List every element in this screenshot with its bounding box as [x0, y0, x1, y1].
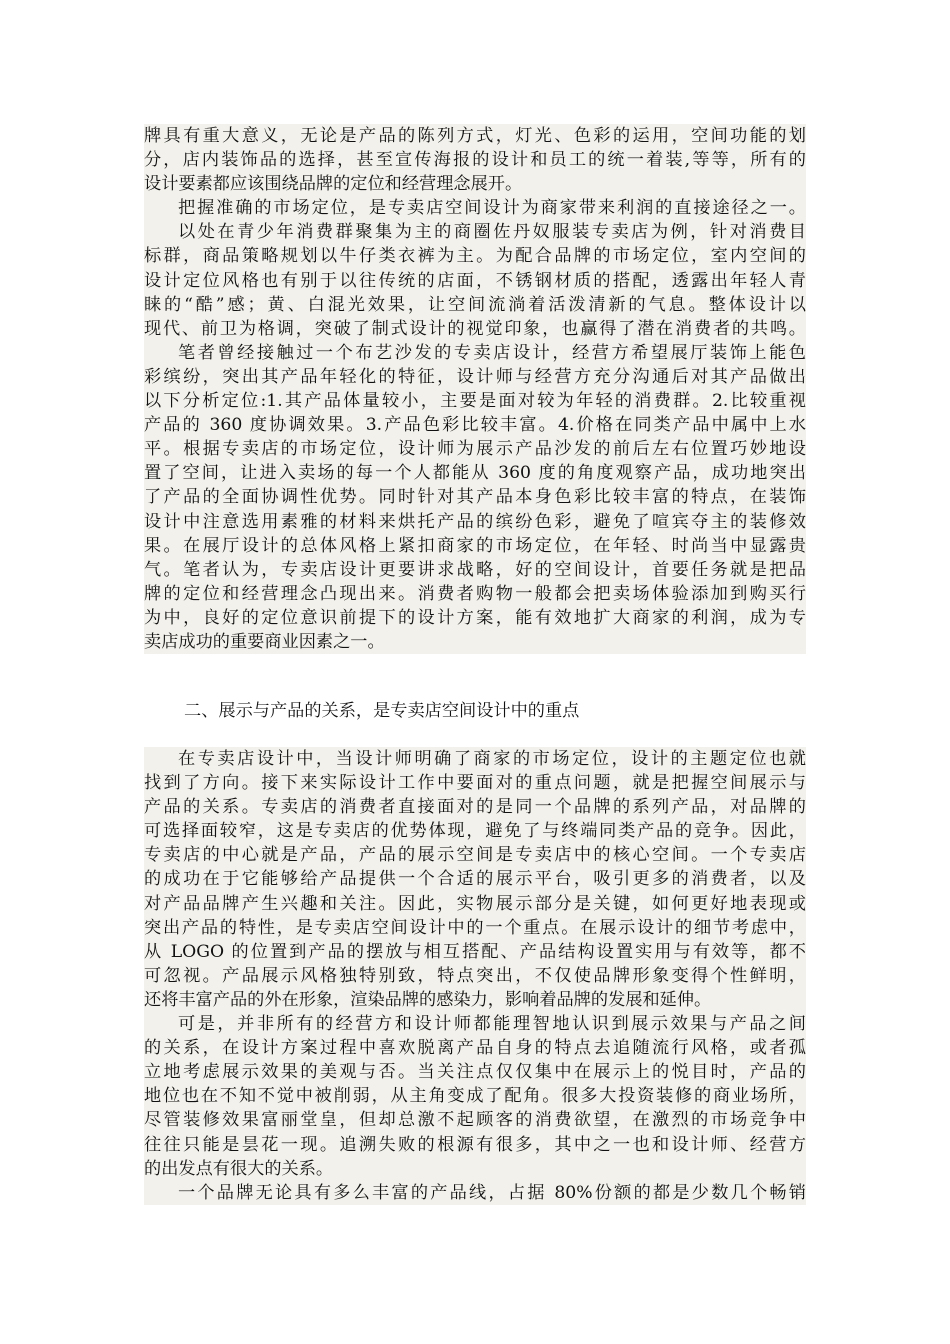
text-line: 找到了方向。接下来实际设计工作中要面对的重点问题，就是把握空间展示与 — [144, 773, 806, 794]
text-line: 分，店内装饰品的选择，甚至宣传海报的设计和员工的统一着装,等等，所有的 — [144, 150, 806, 171]
text-line: 往往只能是昙花一现。追溯失败的根源有很多，其中之一也和设计师、经营方 — [144, 1134, 806, 1155]
text-line: 把握准确的市场定位，是专卖店空间设计为商家带来利润的直接途径之一。 — [178, 198, 806, 219]
text-line: 果。在展厅设计的总体风格上紧扣商家的市场定位，在年轻、时尚当中显露贵 — [144, 535, 806, 556]
text-line: 以下分析定位:1.其产品体量较小，主要是面对较为年轻的消费群。2.比较重视 — [144, 391, 806, 412]
text-line: 从 LOGO 的位置到产品的摆放与相互搭配、产品结构设置实用与有效等，都不 — [144, 941, 806, 962]
text-line: 现代、前卫为格调，突破了制式设计的视觉印象，也赢得了潜在消费者的共鸣。 — [144, 318, 806, 339]
text-line: 了产品的全面协调性优势。同时针对其产品本身色彩比较丰富的特点，在装饰 — [144, 487, 806, 508]
text-line: 突出产品的特性，是专卖店空间设计中的一个重点。在展示设计的细节考虑中， — [144, 917, 806, 938]
text-line: 标群，商品策略规划以牛仔类衣裤为主。为配合品牌的市场定位，室内空间的 — [144, 246, 806, 267]
text-line: 可忽视。产品展示风格独特别致，特点突出，不仅使品牌形象变得个性鲜明， — [144, 965, 806, 986]
text-line: 的关系，在设计方案过程中喜欢脱离产品自身的特点去追随流行风格，或者孤 — [144, 1038, 806, 1059]
text-line: 设计要素都应该围绕品牌的定位和经营理念展开。 — [144, 174, 523, 195]
text-line: 专卖店的中心就是产品，产品的展示空间是专卖店中的核心空间。一个专卖店 — [144, 845, 806, 866]
text-line: 睐的“酷”感；黄、白混光效果，让空间流淌着活泼清新的气息。整体设计以 — [144, 294, 806, 315]
text-line: 牌的定位和经营理念凸现出来。消费者购物一般都会把卖场体验添加到购买行 — [144, 583, 806, 604]
text-line: 以处在青少年消费群聚集为主的商圈佐丹奴服装专卖店为例，针对消费目 — [178, 222, 806, 243]
text-line: 可选择面较窄，这是专卖店的优势体现，避免了与终端同类产品的竞争。因此， — [144, 821, 806, 842]
text-line: 的出发点有很大的关系。 — [144, 1158, 334, 1179]
text-line: 为中，良好的定位意识前提下的设计方案，能有效地扩大商家的利润，成为专 — [144, 607, 806, 628]
text-line: 设计中注意选用素雅的材料来烘托产品的缤纷色彩，避免了喧宾夺主的装修效 — [144, 511, 806, 532]
text-line: 平。根据专卖店的市场定位，设计师为展示产品沙发的前后左右位置巧妙地设 — [144, 439, 806, 460]
text-line: 卖店成功的重要商业因素之一。 — [144, 631, 385, 652]
text-line: 在专卖店设计中，当设计师明确了商家的市场定位，设计的主题定位也就 — [178, 749, 806, 769]
text-line: 产品的 360 度协调效果。3.产品色彩比较丰富。4.价格在同类产品中属中上水 — [144, 415, 806, 436]
text-line: 彩缤纷，突出其产品年轻化的特征，设计师与经营方充分沟通后对其产品做出 — [144, 366, 806, 387]
text-line: 产品的关系。专卖店的消费者直接面对的是同一个品牌的系列产品，对品牌的 — [144, 797, 806, 818]
text-line: 置了空间，让进入卖场的每一个人都能从 360 度的角度观察产品，成功地突出 — [144, 463, 806, 484]
text-line: 气。笔者认为，专卖店设计更要讲求战略，好的空间设计，首要任务就是把品 — [144, 559, 806, 580]
section-heading: 二、展示与产品的关系，是专卖店空间设计中的重点 — [184, 701, 580, 721]
text-line: 立地考虑展示效果的美观与否。当关注点仅仅集中在展示上的悦目时，产品的 — [144, 1062, 806, 1083]
text-line: 尽管装修效果富丽堂皇，但却总激不起顾客的消费欲望，在激烈的市场竞争中 — [144, 1110, 806, 1131]
text-line: 的成功在于它能够给产品提供一个合适的展示平台，吸引更多的消费者，以及 — [144, 869, 806, 890]
body-text-block-2 — [144, 747, 806, 1205]
body-text-block-1 — [144, 124, 806, 654]
text-line: 地位也在不知不觉中被削弱，从主角变成了配角。很多大投资装修的商业场所， — [144, 1086, 806, 1107]
text-line: 可是，并非所有的经营方和设计师都能理智地认识到展示效果与产品之间 — [178, 1014, 806, 1035]
text-line: 笔者曾经接触过一个布艺沙发的专卖店设计，经营方希望展厅装饰上能色 — [178, 342, 806, 363]
text-line: 对产品品牌产生兴趣和关注。因此，实物展示部分是关键，如何更好地表现或 — [144, 893, 806, 914]
text-line: 还将丰富产品的外在形象，渲染品牌的感染力，影响着品牌的发展和延伸。 — [144, 989, 712, 1010]
text-line: 牌具有重大意义，无论是产品的陈列方式，灯光、色彩的运用，空间功能的划 — [144, 126, 806, 146]
text-line: 设计定位风格也有别于以往传统的店面，不锈钢材质的搭配，透露出年轻人青 — [144, 270, 806, 291]
text-line: 一个品牌无论具有多么丰富的产品线，占据 80%份额的都是少数几个畅销 — [178, 1182, 806, 1203]
